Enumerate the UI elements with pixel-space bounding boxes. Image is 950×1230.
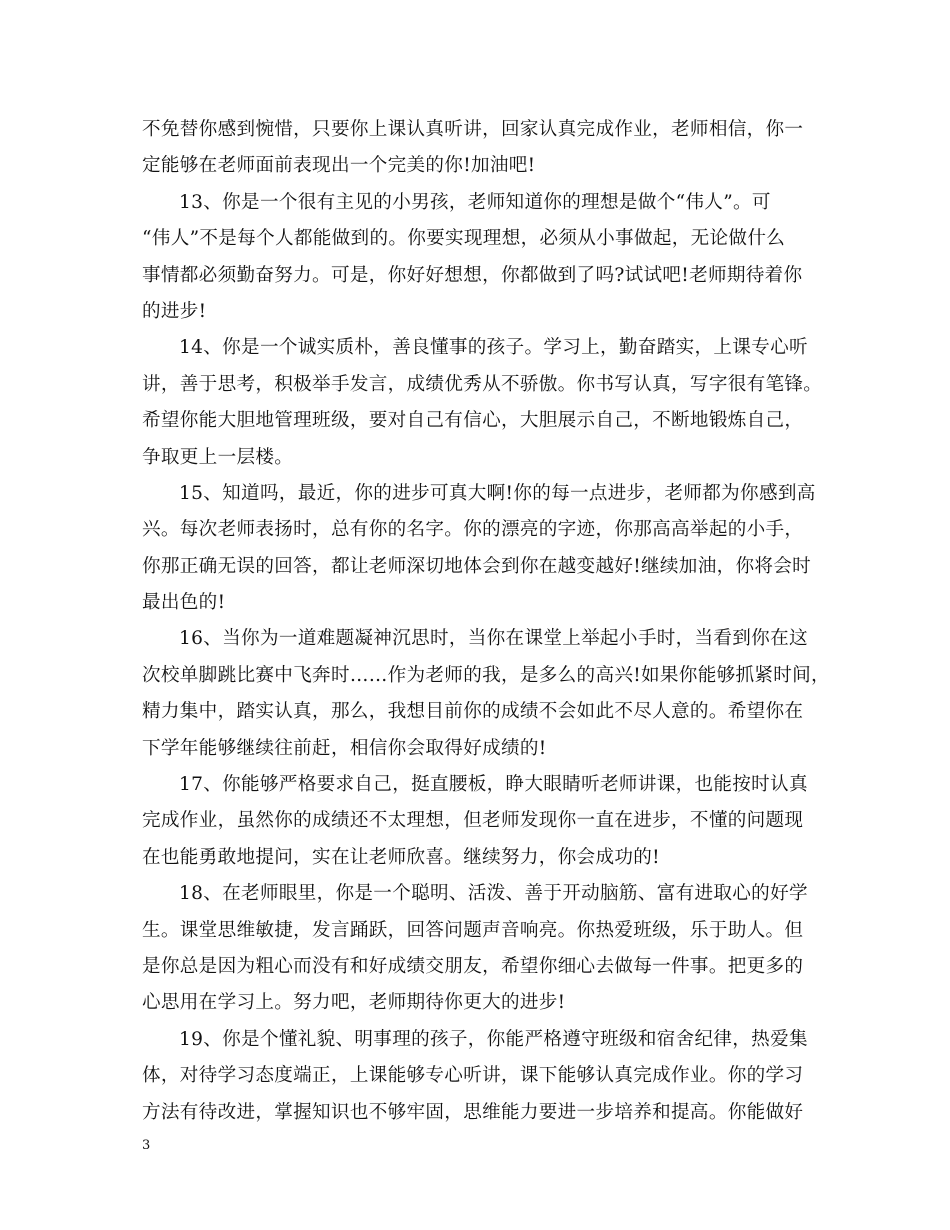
body-text <box>142 112 832 1131</box>
text-line: “伟人”不是每个人都能做到的。你要实现理想，必须从小事做起，无论做什么 <box>142 228 786 250</box>
text-line: 最出色的! <box>142 592 226 614</box>
text-line: 精力集中，踏实认真，那么，我想目前你的成绩不会如此不尽人意的。希望你在 <box>142 701 804 723</box>
text-line: 下学年能够继续往前赶，相信你会取得好成绩的! <box>142 737 547 759</box>
text-line: 在也能勇敢地提问，实在让老师欣喜。继续努力，你会成功的! <box>142 846 660 868</box>
text-line: 17、你能够严格要求自己，挺直腰板，睁大眼睛听老师讲课，也能按时认真 <box>179 774 808 796</box>
text-line: 19、你是个懂礼貌、明事理的孩子，你能严格遵守班级和宿舍纪律，热爱集 <box>179 1028 808 1050</box>
text-line: 18、在老师眼里，你是一个聪明、活泼、善于开动脑筋、富有进取心的好学 <box>179 883 808 905</box>
text-line: 希望你能大胆地管理班级，要对自己有信心，大胆展示自己，不断地锻炼自己， <box>142 410 804 432</box>
text-line: 事情都必须勤奋努力。可是，你好好想想，你都做到了吗?试试吧!老师期待着你 <box>142 264 803 286</box>
text-line: 次校单脚跳比赛中飞奔时……作为老师的我，是多么的高兴!如果你能够抓紧时间， <box>142 664 830 686</box>
text-line: 争取更上一层楼。 <box>142 446 294 468</box>
text-line: 15、知道吗，最近，你的进步可真大啊!你的每一点进步，老师都为你感到高 <box>179 482 816 504</box>
text-line: 讲，善于思考，积极举手发言，成绩优秀从不骄傲。你书写认真，写字很有笔锋。 <box>142 373 823 395</box>
text-line: 体，对待学习态度端正，上课能够专心听讲，课下能够认真完成作业。你的学习 <box>142 1065 804 1087</box>
text-line: 完成作业，虽然你的成绩还不太理想，但老师发现你一直在进步，不懂的问题现 <box>142 810 804 832</box>
text-line: 13、你是一个很有主见的小男孩，老师知道你的理想是做个“伟人”。可 <box>179 191 771 213</box>
text-line: 方法有待改进，掌握知识也不够牢固，思维能力要进一步培养和提高。你能做好 <box>142 1101 804 1123</box>
text-line: 的进步! <box>142 300 207 322</box>
text-line: 生。课堂思维敏捷，发言踊跃，回答问题声音响亮。你热爱班级，乐于助人。但 <box>142 919 804 941</box>
text-line: 不免替你感到惋惜，只要你上课认真听讲，回家认真完成作业，老师相信，你一 <box>142 119 804 140</box>
text-line: 定能够在老师面前表现出一个完美的你!加油吧! <box>142 155 536 177</box>
page-number: 3 <box>142 1138 151 1153</box>
text-line: 兴。每次老师表扬时，总有你的名字。你的漂亮的字迹，你那高高举起的小手， <box>142 519 804 541</box>
text-line: 心思用在学习上。努力吧，老师期待你更大的进步! <box>142 992 566 1014</box>
text-line: 16、当你为一道难题凝神沉思时，当你在课堂上举起小手时，当看到你在这 <box>179 628 808 650</box>
text-line: 你那正确无误的回答，都让老师深切地体会到你在越变越好!继续加油，你将会时 <box>142 555 812 577</box>
text-line: 14、你是一个诚实质朴，善良懂事的孩子。学习上，勤奋踏实，上课专心听 <box>179 337 808 359</box>
text-line: 是你总是因为粗心而没有和好成绩交朋友，希望你细心去做每一件事。把更多的 <box>142 955 804 977</box>
